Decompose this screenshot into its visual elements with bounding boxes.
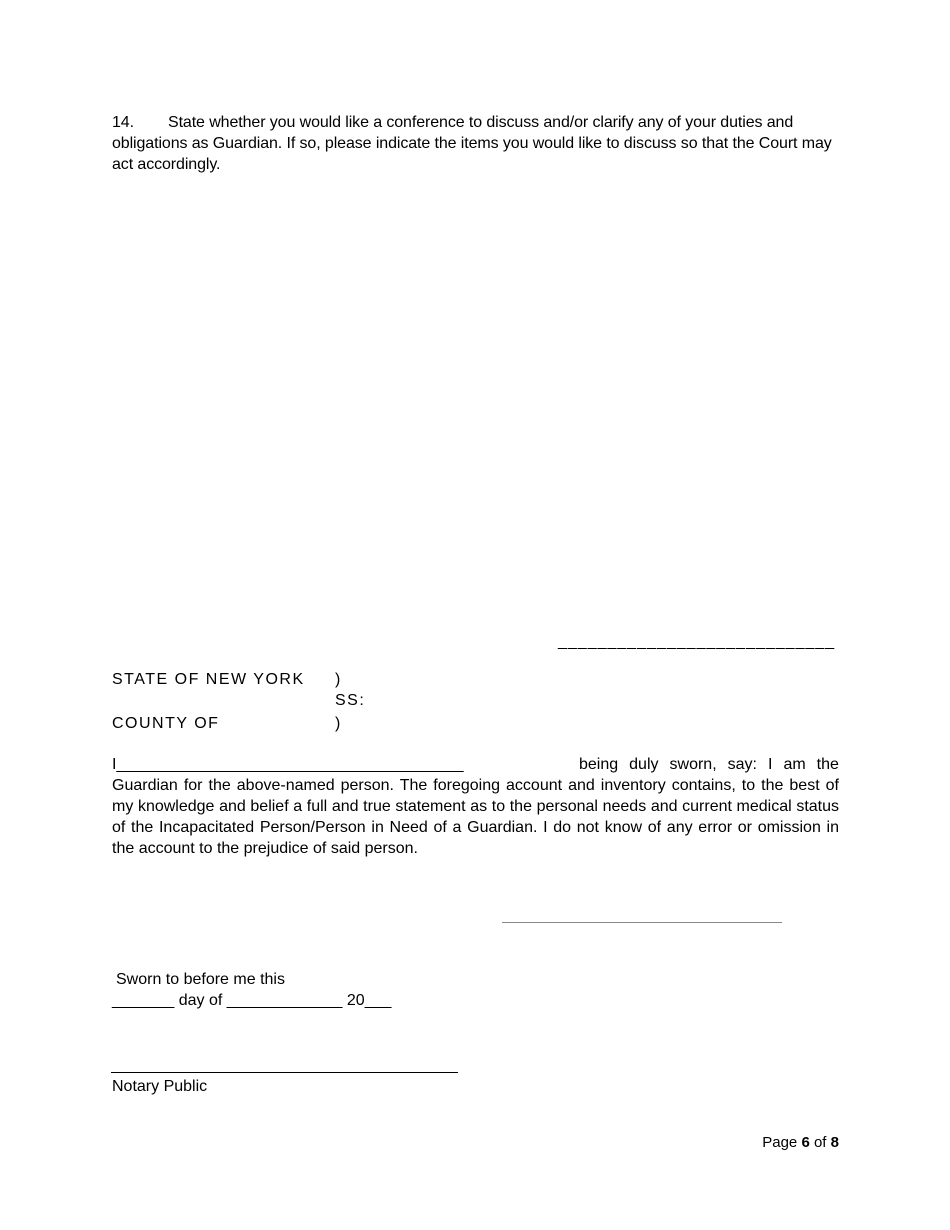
guardian-signature-line: ____________________________: [558, 633, 836, 650]
venue-paren-top: ): [335, 671, 342, 688]
page-word: Page: [762, 1134, 798, 1151]
oath-body: Guardian for the above-named person. The foregoing account and inventory contains, to the best of my knowledge and belief a full and true statement as to the personal needs and current medical status of the Incapacitated Person/Person in Need of a Guardian. I do not know of any error or omission in the account to the prejudice of said person.: [112, 777, 839, 857]
venue-paren-bottom: ): [335, 715, 342, 732]
page-current: 6: [801, 1134, 810, 1151]
oath-opening-words: [579, 754, 839, 775]
question-14: [112, 112, 842, 175]
oath-word: sworn,: [669, 756, 717, 773]
page-number: [762, 1132, 839, 1153]
deponent-signature-line: [502, 922, 782, 923]
venue-county: COUNTY OF: [112, 715, 220, 732]
oath-word: being: [579, 756, 619, 773]
page-of-word: of: [813, 1134, 827, 1151]
oath-word: duly: [629, 756, 659, 773]
question-text: State whether you would like a conference to discuss and/or clarify any of your duties and obligations as Guardian. If so, please indicate the items you would like to discuss so that the Court may act accordingly.: [112, 114, 832, 173]
page-total: 8: [830, 1134, 839, 1151]
venue-state: STATE OF NEW YORK: [112, 671, 305, 688]
question-number: 14.: [112, 114, 134, 131]
venue-ss: SS:: [335, 692, 366, 709]
oath-word: the: [816, 756, 839, 773]
oath-word: am: [783, 756, 806, 773]
notary-signature-line: [111, 1072, 458, 1073]
sworn-date-line: _______ day of _____________ 20___: [112, 992, 392, 1009]
oath-word: say:: [727, 756, 757, 773]
notary-label: Notary Public: [112, 1078, 208, 1095]
deponent-name-blank: I_______________________________________: [112, 756, 464, 773]
oath-word: I: [767, 756, 773, 773]
oath-paragraph: [112, 754, 839, 859]
sworn-line-1: Sworn to before me this: [116, 971, 285, 988]
oath-first-line: [112, 754, 839, 775]
